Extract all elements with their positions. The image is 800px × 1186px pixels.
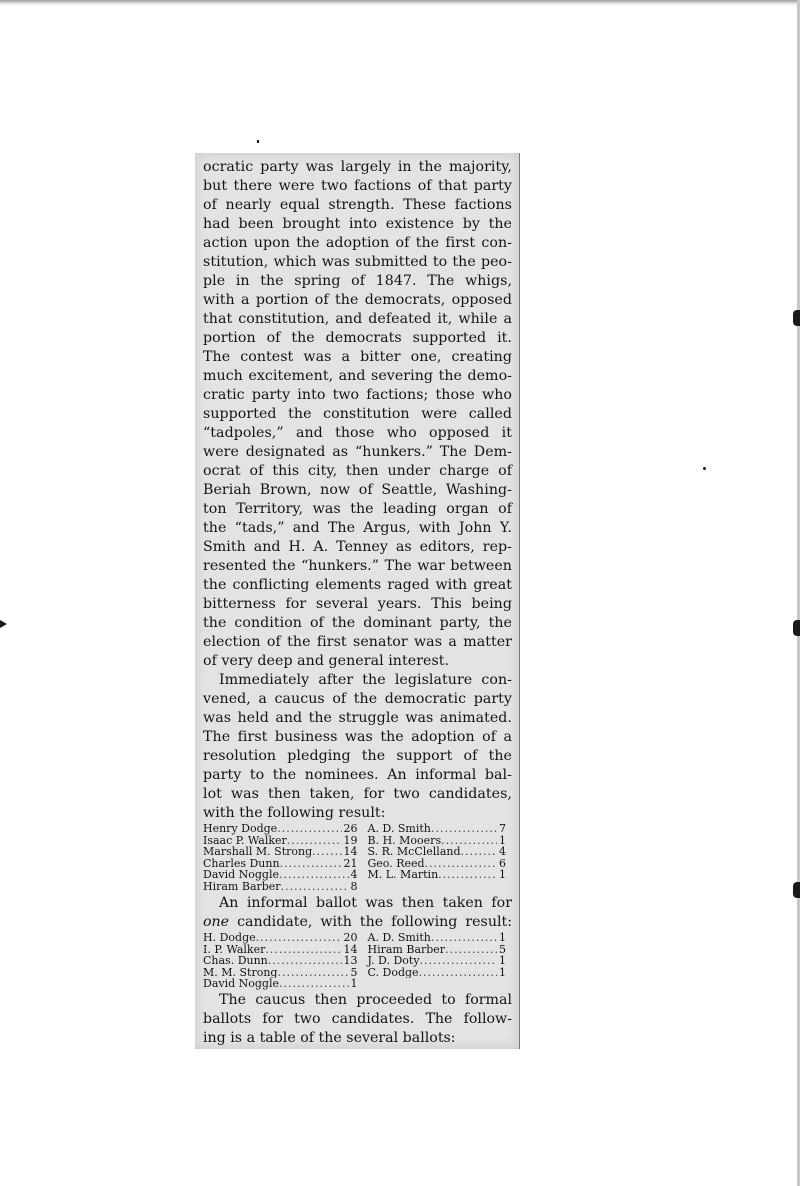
candidate-name: Hiram Barber — [203, 880, 281, 893]
text-line: with a portion of the democrats, opposed — [203, 292, 512, 308]
vote-count: 26 — [343, 823, 358, 835]
vote-count: 1 — [499, 966, 506, 979]
candidate-name: David Noggle — [203, 869, 280, 881]
leader-dots — [279, 978, 348, 990]
binding-hole-mark — [793, 620, 800, 636]
text-line: Smith and H. A. Tenney as editors, rep- — [203, 539, 512, 555]
ballot-cell-left — [203, 869, 358, 881]
vote-count: 1 — [350, 978, 358, 990]
leader-dots — [425, 858, 497, 870]
leader-dots — [431, 823, 497, 835]
text-line: the “tads,” and The Argus, with John Y. — [203, 520, 512, 536]
ballot-row — [203, 846, 512, 858]
vote-count: 6 — [499, 857, 506, 870]
text-line: were designated as “hunkers.” The Dem- — [203, 444, 512, 460]
ballot-cell-right — [358, 858, 513, 870]
text-line: “tadpoles,” and those who opposed it — [203, 425, 512, 441]
vote-count: 5 — [499, 943, 506, 956]
text-line: vened, a caucus of the democratic party — [203, 691, 512, 707]
text-line: the conflicting elements raged with great — [203, 577, 512, 593]
ballot-row — [203, 858, 512, 870]
leader-dots — [277, 823, 341, 835]
text-line: The contest was a bitter one, creating — [203, 349, 512, 365]
ballot-row — [203, 955, 512, 967]
speck-mark — [257, 140, 259, 143]
text-line: stitution, which was submitted to the peo- — [203, 254, 512, 270]
text-line: The caucus then proceeded to formal — [219, 992, 512, 1008]
text-line: ballots for two candidates. The follow- — [203, 1011, 512, 1027]
ballot-cell-left — [203, 823, 358, 835]
leader-dots — [431, 932, 497, 944]
ballot-row — [203, 881, 512, 893]
text-line: An informal ballot was then taken for — [219, 895, 512, 911]
leader-dots — [438, 869, 497, 881]
text-line: but there were two factions of that party — [203, 178, 512, 194]
leader-dots — [279, 869, 348, 881]
vote-count: 21 — [343, 857, 358, 870]
candidate-name: H. Dodge — [203, 932, 256, 944]
paragraph-formal-ballots — [203, 991, 512, 1048]
text-line: Beriah Brown, now of Seattle, Washing- — [203, 482, 512, 498]
vote-count: 19 — [343, 834, 358, 847]
ballot-cell-left — [203, 967, 358, 979]
text-line: resented the “hunkers.” The war between — [203, 558, 512, 574]
leader-dots — [312, 846, 341, 858]
vote-count: 1 — [499, 834, 506, 847]
paragraph-caucus — [203, 671, 512, 823]
text-line: had been brought into existence by the — [203, 216, 512, 232]
text-line: of nearly equal strength. These factions — [203, 197, 512, 213]
article-column — [203, 158, 512, 823]
text-line: lot was then taken, for two candidates, — [203, 786, 512, 802]
candidate-name: C. Dodge — [367, 966, 419, 979]
ballot-cell-left — [203, 932, 358, 944]
vote-count: 4 — [350, 869, 358, 881]
leader-dots — [419, 967, 497, 979]
leader-dots — [461, 846, 497, 858]
text-line: portion of the democrats supported it. — [203, 330, 512, 346]
text-line: ocratic party was largely in the majority, — [203, 159, 512, 175]
candidate-name: Henry Dodge — [203, 823, 278, 835]
text-fragment: candidate, with the following result: — [229, 914, 512, 930]
ballot-cell-right — [358, 955, 513, 967]
binding-hole-mark — [793, 310, 800, 326]
paragraph-senator-election — [203, 158, 512, 671]
ballot-row — [203, 823, 512, 835]
paragraph-one-candidate — [203, 894, 512, 932]
text-line: that constitution, and defeated it, while a — [203, 311, 512, 327]
vote-count: 1 — [499, 869, 506, 881]
text-line: supported the constitution were called — [203, 406, 512, 422]
text-line — [203, 913, 512, 932]
candidate-name: S. R. McClelland — [367, 846, 461, 858]
ballot-cell-right — [358, 823, 513, 835]
ballot-row — [203, 835, 512, 847]
text-line: Immediately after the legislature con- — [219, 672, 512, 688]
leader-dots — [445, 944, 497, 956]
candidate-name: Marshall M. Strong — [203, 846, 313, 858]
vote-count: 13 — [343, 955, 358, 967]
vote-count: 14 — [343, 943, 358, 956]
candidate-name: J. D. Doty — [367, 955, 420, 967]
ballot-table-two-candidates — [203, 823, 512, 893]
text-line: ocrat of this city, then under charge of — [203, 463, 512, 479]
vote-count: 14 — [343, 846, 358, 858]
ballot-cell-left — [203, 846, 358, 858]
text-line: much excitement, and severing the demo- — [203, 368, 512, 384]
text-line: ing is a table of the several ballots: — [203, 1030, 456, 1046]
text-line: action upon the adoption of the first con- — [203, 235, 512, 251]
vote-count: 1 — [499, 955, 506, 967]
text-line: resolution pledging the support of the — [203, 748, 512, 764]
leader-dots — [268, 955, 342, 967]
text-line: with the following result: — [203, 805, 386, 821]
ballot-table-one-candidate — [203, 932, 512, 990]
left-edge-arrow-mark — [0, 620, 7, 628]
vote-count: 5 — [350, 966, 358, 979]
vote-count: 7 — [499, 823, 506, 835]
ballot-cell-left — [203, 978, 358, 990]
leader-dots — [281, 881, 349, 893]
leader-dots — [420, 955, 497, 967]
ballot-cell-right — [358, 932, 513, 944]
leader-dots — [277, 967, 348, 979]
ballot-row — [203, 978, 512, 990]
text-line: was held and the struggle was animated. — [203, 710, 512, 726]
candidate-name: A. D. Smith — [367, 823, 431, 835]
scan-top-edge — [0, 0, 800, 6]
ballot-cell-right — [358, 881, 513, 893]
italic-word: one — [203, 914, 230, 930]
ballot-row — [203, 967, 512, 979]
candidate-name: M. M. Strong — [203, 966, 278, 979]
leader-dots — [287, 835, 342, 847]
text-line: The first business was the adoption of a — [203, 729, 512, 745]
leader-dots — [280, 858, 342, 870]
candidate-name: Charles Dunn — [203, 857, 280, 870]
ballot-cell-right — [358, 846, 513, 858]
ballot-row — [203, 944, 512, 956]
binding-hole-mark — [793, 882, 800, 898]
candidate-name: A. D. Smith — [367, 932, 431, 944]
leader-dots — [265, 944, 341, 956]
text-line: the condition of the dominant party, the — [203, 615, 512, 631]
candidate-name: Isaac P. Walker — [203, 834, 287, 847]
speck-mark — [703, 467, 706, 470]
ballot-cell-right — [358, 944, 513, 956]
candidate-name: B. H. Mooers — [367, 834, 442, 847]
ballot-cell-left — [203, 881, 358, 893]
leader-dots — [256, 932, 342, 944]
ballot-cell-left — [203, 835, 358, 847]
ballot-row — [203, 869, 512, 881]
ballot-cell-left — [203, 955, 358, 967]
text-line: bitterness for several years. This being — [203, 596, 512, 612]
ballot-cell-left — [203, 858, 358, 870]
ballot-row — [203, 932, 512, 944]
ballot-cell-left — [203, 944, 358, 956]
ballot-cell-right — [358, 967, 513, 979]
candidate-name: Chas. Dunn — [203, 955, 268, 967]
candidate-name: Hiram Barber — [367, 943, 446, 956]
candidate-name: David Noggle — [203, 978, 280, 990]
ballot-cell-right — [358, 835, 513, 847]
candidate-name: I. P. Walker — [203, 943, 266, 956]
vote-count: 1 — [499, 932, 506, 944]
text-line: party to the nominees. An informal bal- — [203, 767, 512, 783]
ballot-cell-right — [358, 978, 513, 990]
vote-count: 8 — [350, 880, 358, 893]
leader-dots — [441, 835, 497, 847]
text-line: ton Territory, was the leading organ of — [203, 501, 512, 517]
candidate-name: Geo. Reed — [367, 857, 425, 870]
ballot-cell-right — [358, 869, 513, 881]
text-line: cratic party into two factions; those who — [203, 387, 512, 403]
text-line: election of the first senator was a matter — [203, 634, 512, 650]
text-line: ple in the spring of 1847. The whigs, — [203, 273, 512, 289]
vote-count: 4 — [499, 846, 506, 858]
vote-count: 20 — [343, 932, 358, 944]
candidate-name: M. L. Martin — [367, 869, 439, 881]
text-line: of very deep and general interest. — [203, 653, 450, 669]
